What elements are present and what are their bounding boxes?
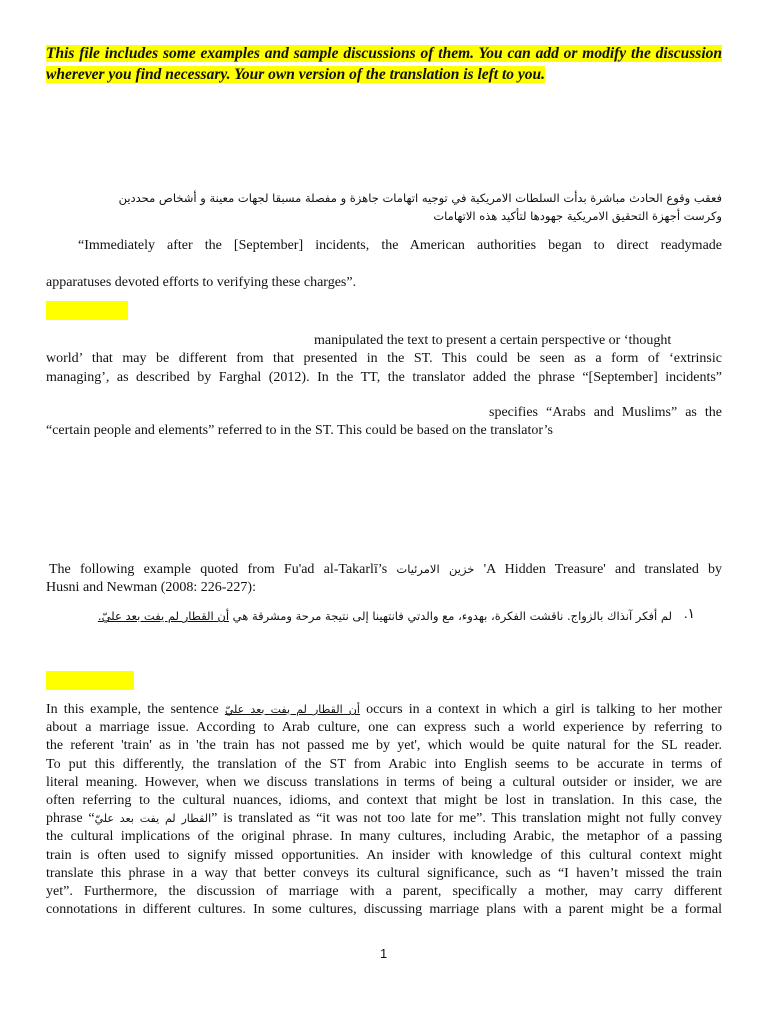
ex1-discussion-line-3: managing’, as described by Farghal (2012). In the TT, the translator added the phrase “[September] incidents” [46,370,722,385]
ex2-arabic-text: لم أفكر آنذاك بالزواج. ناقشت الفكرة، بهدوء، مع والدتي فانتهينا إلى نتيجة مرحة ومشرقة هي [229,609,672,623]
ex2-discussion-arabic: القطار لم يفت بعد عليّ [94,812,212,826]
ex2-intro-post: 'A Hidden Treasure' and translated by [474,562,723,577]
ex2-arabic-sentence [72,606,672,626]
ex1-arabic-line-2: وكرست أجهزة التحقيق الامريكية جهودها لتأكيد هذه الاتهامات [433,209,722,223]
ex2-discussion-line: translate this phrase in a way that better conveys its cultural significance, such as “I haven’t missed the train [46,865,722,881]
intro-note [46,43,722,85]
ex2-discussion-line: the referent 'train' as in 'the train has not passed me by yet', which would be quite natural for the SL reader. [46,738,722,754]
ex2-intro-arabic: خزين الامرئيات [396,562,475,576]
ex2-discussion-line: train is often used to signify missed opportunities. An insider with knowledge of this cultural context might [46,847,722,863]
ex1-discussion-line-4: specifies “Arabs and Muslims” as the [489,405,722,420]
ex2-discussion-line: literal meaning. However, when we discuss translations in terms of being a cultural outsider or insider, we are [46,774,722,790]
ex1-translation-line-1: “Immediately after the [September] incidents, the American authorities began to direct readymade [78,238,722,253]
ex2-list-number: .١ [684,607,696,622]
intro-note-text: This file includes some examples and sample discussions of them. You can add or modify the discussion wherever you find necessary. Your own version of the translation is left to you. [46,45,722,83]
ex2-discussion-arabic: أن القطار لم يفت بعد عليّ [224,703,360,716]
page-number: 1 [380,946,388,961]
ex2-discussion-line: In this example, the sentence أن القطار لم يفت بعد عليّ occurs in a context in which a girl is talking to her mother [46,702,722,717]
ex2-arabic-underlined: أن القطار لم يفت بعد عليّ. [97,609,230,623]
ex1-discussion-line-5: “certain people and elements” referred to in the ST. This could be based on the translator’s [46,423,553,438]
highlight-block [46,301,128,320]
ex1-discussion-line-1: manipulated the text to present a certain perspective or ‘thought [314,333,672,348]
ex2-discussion [46,700,722,918]
ex2-discussion-line: connotations in different cultures. In some cultures, discussing marriage plans with a parent might be a formal [46,902,722,918]
ex2-discussion-line: about a marriage issue. According to Arab culture, one can express such a world experience by referring to [46,720,722,736]
ex2-intro-pre: The following example quoted from Fu'ad al-Takarlī’s [49,562,397,577]
ex2-discussion-line: phrase “القطار لم يفت بعد عليّ” is translated as “it was not too late for me”. This translation might not fully convey [46,811,722,827]
ex2-discussion-line: the cultural implications of the original phrase. In many cultures, including Arabic, the metaphor of a passing [46,829,722,845]
ex2-discussion-line: yet”. Furthermore, the discussion of marriage with a parent, specifically a mother, may carry different [46,883,722,899]
ex2-discussion-line: To put this differently, the translation of the ST from Arabic into English seems to be accurate in terms of [46,756,722,772]
ex1-discussion-line-2: world’ that may be different from that presented in the ST. This could be seen as a form of ‘extrinsic [46,351,722,366]
highlight-block-2 [46,671,134,690]
ex2-intro-line-1 [49,560,722,579]
ex2-intro-line-2: Husni and Newman (2008: 226-227): [46,580,256,595]
ex1-arabic-line-1: فعقب وقوع الحادث مباشرة بدأت السلطات الامريكية في توجيه اتهامات جاهزة و مفصلة مسبقا لجهات معينة و أشخاص محددين [118,191,722,205]
ex1-translation-line-2: apparatuses devoted efforts to verifying these charges”. [46,275,357,290]
ex2-discussion-line: often referring to the cultural nuances, idioms, and context that might be lost in translation. In this case, the [46,792,722,808]
